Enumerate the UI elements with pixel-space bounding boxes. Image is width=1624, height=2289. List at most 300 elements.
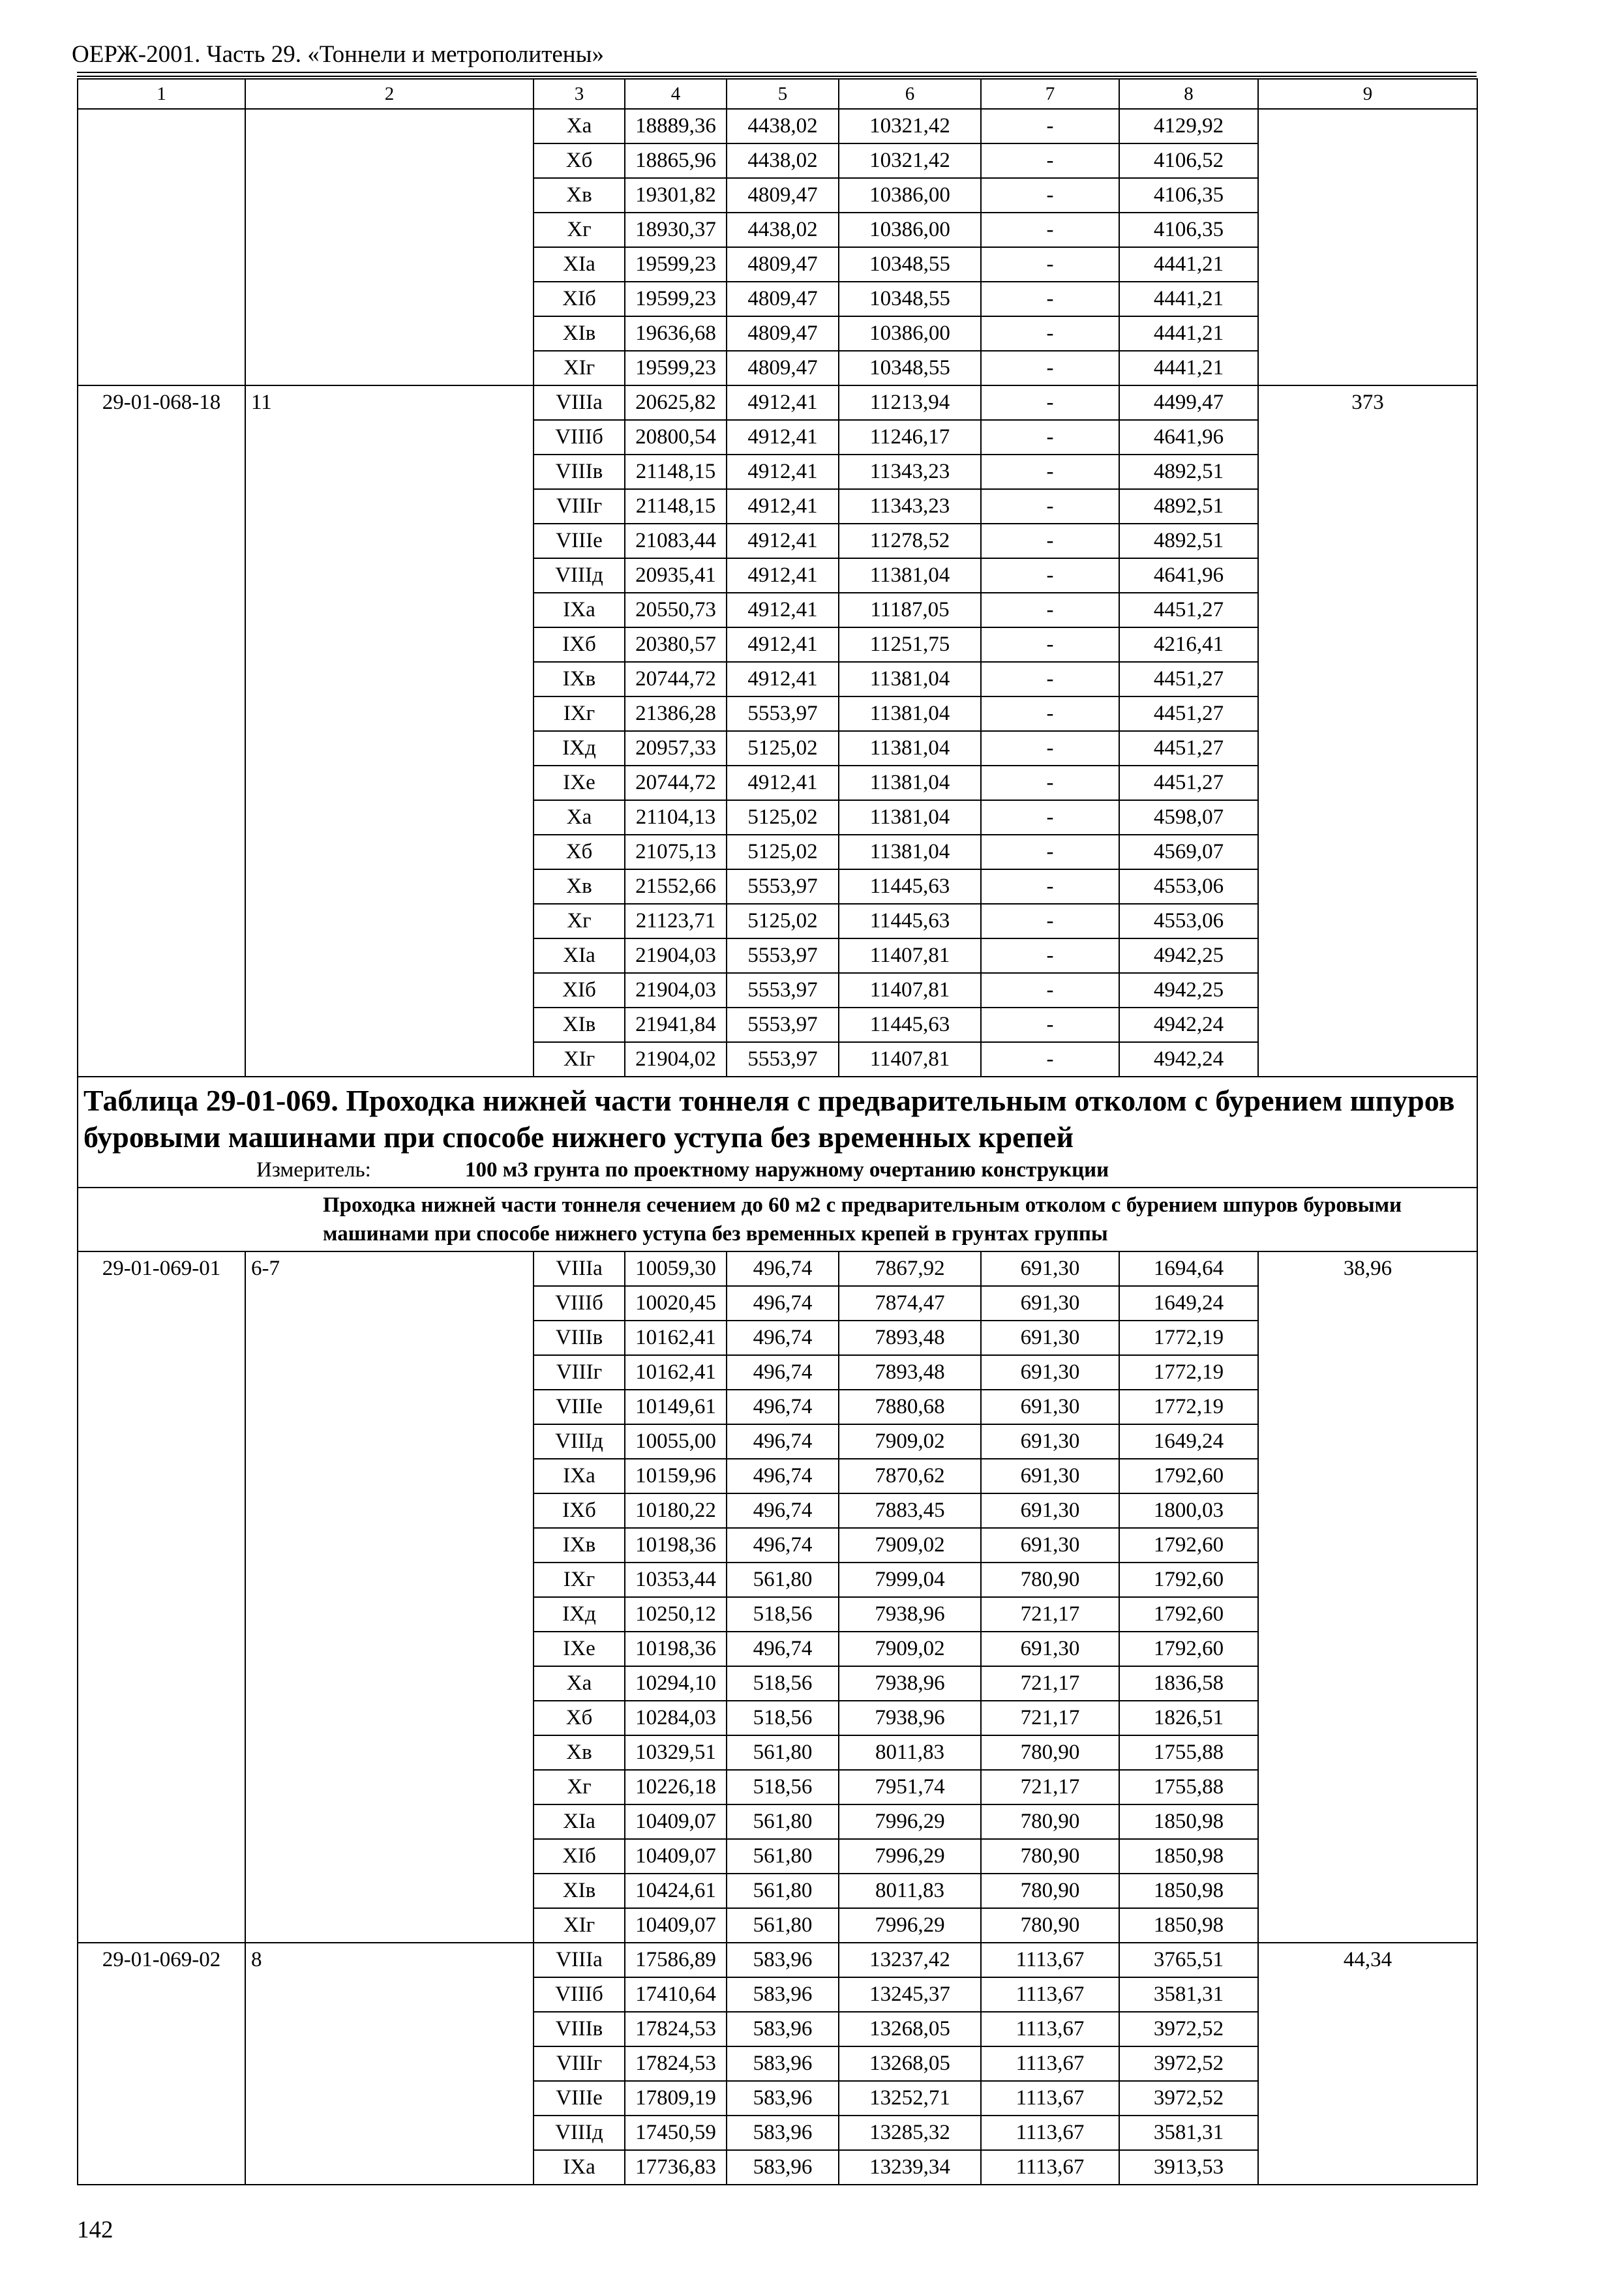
machinist-wages-cell: 1113,67 [981, 2150, 1119, 2185]
rock-category-cell: VIIIг [534, 489, 625, 524]
machinist-wages-cell: 780,90 [981, 1874, 1119, 1908]
worker-wages-cell: 561,80 [727, 1839, 839, 1874]
rock-category-cell: IXв [534, 662, 625, 696]
labor-hours-cell: 44,34 [1258, 1943, 1477, 2185]
machinist-wages-cell: - [981, 109, 1119, 143]
materials-cost-cell: 3972,52 [1119, 2081, 1258, 2116]
rock-category-cell: IXб [534, 1493, 625, 1528]
worker-wages-cell: 4912,41 [727, 593, 839, 627]
rock-category-cell: VIIIг [534, 1355, 625, 1390]
group-cell: 11 [245, 385, 534, 1077]
machine-cost-cell: 7996,29 [839, 1839, 981, 1874]
rock-category-cell: Xг [534, 904, 625, 938]
machine-cost-cell: 13285,32 [839, 2116, 981, 2150]
labor-hours-cell: 38,96 [1258, 1251, 1477, 1943]
rock-category-cell: VIIIв [534, 455, 625, 489]
worker-wages-cell: 5553,97 [727, 938, 839, 973]
materials-cost-cell: 1772,19 [1119, 1321, 1258, 1355]
total-cost-cell: 21904,03 [625, 938, 727, 973]
total-cost-cell: 10294,10 [625, 1666, 727, 1701]
worker-wages-cell: 496,74 [727, 1528, 839, 1563]
worker-wages-cell: 4438,02 [727, 109, 839, 143]
worker-wages-cell: 496,74 [727, 1286, 839, 1321]
machinist-wages-cell: - [981, 524, 1119, 558]
total-cost-cell: 10162,41 [625, 1321, 727, 1355]
materials-cost-cell: 1772,19 [1119, 1390, 1258, 1424]
rock-category-cell: XIг [534, 1908, 625, 1943]
machinist-wages-cell: - [981, 627, 1119, 662]
machine-cost-cell: 13252,71 [839, 2081, 981, 2116]
rock-category-cell: IXб [534, 627, 625, 662]
materials-cost-cell: 4106,52 [1119, 143, 1258, 178]
rock-category-cell: Xв [534, 178, 625, 213]
machinist-wages-cell: - [981, 869, 1119, 904]
worker-wages-cell: 4912,41 [727, 766, 839, 800]
worker-wages-cell: 4809,47 [727, 178, 839, 213]
total-cost-cell: 17586,89 [625, 1943, 727, 1977]
rock-category-cell: VIIIa [534, 385, 625, 420]
machinist-wages-cell: - [981, 247, 1119, 282]
machine-cost-cell: 10386,00 [839, 316, 981, 351]
total-cost-cell: 21941,84 [625, 1008, 727, 1042]
materials-cost-cell: 4451,27 [1119, 696, 1258, 731]
machinist-wages-cell: - [981, 1008, 1119, 1042]
worker-wages-cell: 4438,02 [727, 213, 839, 247]
machine-cost-cell: 7938,96 [839, 1701, 981, 1735]
machine-cost-cell: 11381,04 [839, 558, 981, 593]
worker-wages-cell: 496,74 [727, 1493, 839, 1528]
rock-category-cell: IXa [534, 1459, 625, 1493]
machinist-wages-cell: 721,17 [981, 1666, 1119, 1701]
materials-cost-cell: 4451,27 [1119, 731, 1258, 766]
total-cost-cell: 20380,57 [625, 627, 727, 662]
rock-category-cell: Xa [534, 109, 625, 143]
machinist-wages-cell: 780,90 [981, 1839, 1119, 1874]
rock-category-cell: XIв [534, 1874, 625, 1908]
materials-cost-cell: 1792,60 [1119, 1563, 1258, 1597]
machine-cost-cell: 7909,02 [839, 1424, 981, 1459]
rock-category-cell: XIг [534, 351, 625, 385]
machinist-wages-cell: 780,90 [981, 1804, 1119, 1839]
machinist-wages-cell: 721,17 [981, 1597, 1119, 1632]
materials-cost-cell: 4441,21 [1119, 316, 1258, 351]
machinist-wages-cell: 721,17 [981, 1701, 1119, 1735]
table-row [78, 1251, 1477, 1286]
total-cost-cell: 10284,03 [625, 1701, 727, 1735]
machine-cost-cell: 13239,34 [839, 2150, 981, 2185]
total-cost-cell: 10198,36 [625, 1528, 727, 1563]
total-cost-cell: 10162,41 [625, 1355, 727, 1390]
total-cost-cell: 10409,07 [625, 1804, 727, 1839]
worker-wages-cell: 583,96 [727, 2081, 839, 2116]
materials-cost-cell: 4451,27 [1119, 662, 1258, 696]
rock-category-cell: IXд [534, 731, 625, 766]
materials-cost-cell: 1800,03 [1119, 1493, 1258, 1528]
worker-wages-cell: 496,74 [727, 1355, 839, 1390]
materials-cost-cell: 3972,52 [1119, 2046, 1258, 2081]
machinist-wages-cell: - [981, 938, 1119, 973]
total-cost-cell: 19599,23 [625, 282, 727, 316]
machinist-wages-cell: - [981, 143, 1119, 178]
rock-category-cell: Xв [534, 1735, 625, 1770]
labor-hours-cell [1258, 109, 1477, 385]
table-title: Таблица 29-01-069. Проходка нижней части тоннеля с предварительным отколом с бурением шпуров буровыми машинами при способе нижнего уступа без временных крепей [78, 1077, 1477, 1156]
machine-cost-cell: 7999,04 [839, 1563, 981, 1597]
materials-cost-cell: 4553,06 [1119, 904, 1258, 938]
total-cost-cell: 10250,12 [625, 1597, 727, 1632]
price-table-body [78, 79, 1477, 2185]
unit-label: Измеритель: [256, 1158, 371, 1182]
worker-wages-cell: 583,96 [727, 2046, 839, 2081]
worker-wages-cell: 4912,41 [727, 420, 839, 455]
total-cost-cell: 18865,96 [625, 143, 727, 178]
total-cost-cell: 17809,19 [625, 2081, 727, 2116]
price-table [77, 78, 1478, 2185]
machine-cost-cell: 7909,02 [839, 1528, 981, 1563]
worker-wages-cell: 4809,47 [727, 316, 839, 351]
rock-category-cell: XIб [534, 973, 625, 1008]
materials-cost-cell: 4942,25 [1119, 973, 1258, 1008]
machine-cost-cell: 10321,42 [839, 143, 981, 178]
machinist-wages-cell: 780,90 [981, 1908, 1119, 1943]
machine-cost-cell: 11381,04 [839, 800, 981, 835]
total-cost-cell: 10353,44 [625, 1563, 727, 1597]
rock-category-cell: Xв [534, 869, 625, 904]
machine-cost-cell: 13268,05 [839, 2012, 981, 2046]
rock-category-cell: Xб [534, 143, 625, 178]
total-cost-cell: 19636,68 [625, 316, 727, 351]
rock-category-cell: XIв [534, 1008, 625, 1042]
total-cost-cell: 10180,22 [625, 1493, 727, 1528]
total-cost-cell: 21386,28 [625, 696, 727, 731]
total-cost-cell: 17450,59 [625, 2116, 727, 2150]
machine-cost-cell: 11246,17 [839, 420, 981, 455]
worker-wages-cell: 5125,02 [727, 904, 839, 938]
table-row [78, 109, 1477, 143]
machinist-wages-cell: - [981, 213, 1119, 247]
machine-cost-cell: 10386,00 [839, 178, 981, 213]
machinist-wages-cell: - [981, 282, 1119, 316]
machinist-wages-cell: - [981, 766, 1119, 800]
materials-cost-cell: 3972,52 [1119, 2012, 1258, 2046]
worker-wages-cell: 496,74 [727, 1632, 839, 1666]
machine-cost-cell: 11187,05 [839, 593, 981, 627]
machinist-wages-cell: - [981, 1042, 1119, 1077]
total-cost-cell: 10424,61 [625, 1874, 727, 1908]
machinist-wages-cell: 691,30 [981, 1528, 1119, 1563]
materials-cost-cell: 4451,27 [1119, 593, 1258, 627]
worker-wages-cell: 583,96 [727, 1977, 839, 2012]
machinist-wages-cell: 691,30 [981, 1321, 1119, 1355]
machinist-wages-cell: - [981, 316, 1119, 351]
column-number: 3 [534, 79, 625, 109]
materials-cost-cell: 1792,60 [1119, 1597, 1258, 1632]
machinist-wages-cell: 1113,67 [981, 2046, 1119, 2081]
unit-cell [78, 1156, 1477, 1188]
machine-cost-cell: 11407,81 [839, 1042, 981, 1077]
total-cost-cell: 10226,18 [625, 1770, 727, 1804]
total-cost-cell: 17824,53 [625, 2046, 727, 2081]
worker-wages-cell: 4912,41 [727, 524, 839, 558]
rock-category-cell: VIIIe [534, 524, 625, 558]
machinist-wages-cell: - [981, 385, 1119, 420]
total-cost-cell: 10159,96 [625, 1459, 727, 1493]
rock-category-cell: VIIIд [534, 1424, 625, 1459]
total-cost-cell: 19599,23 [625, 247, 727, 282]
machine-cost-cell: 10348,55 [839, 351, 981, 385]
worker-wages-cell: 496,74 [727, 1251, 839, 1286]
worker-wages-cell: 583,96 [727, 2012, 839, 2046]
machinist-wages-cell: - [981, 420, 1119, 455]
machine-cost-cell: 11381,04 [839, 835, 981, 869]
worker-wages-cell: 518,56 [727, 1770, 839, 1804]
machinist-wages-cell: 691,30 [981, 1251, 1119, 1286]
rock-category-cell: Xб [534, 1701, 625, 1735]
machinist-wages-cell: 1113,67 [981, 2081, 1119, 2116]
total-cost-cell: 10149,61 [625, 1390, 727, 1424]
rock-category-cell: IXa [534, 2150, 625, 2185]
total-cost-cell: 20957,33 [625, 731, 727, 766]
machinist-wages-cell: - [981, 558, 1119, 593]
worker-wages-cell: 4809,47 [727, 351, 839, 385]
materials-cost-cell: 4441,21 [1119, 282, 1258, 316]
materials-cost-cell: 3581,31 [1119, 1977, 1258, 2012]
materials-cost-cell: 1755,88 [1119, 1735, 1258, 1770]
worker-wages-cell: 4809,47 [727, 247, 839, 282]
column-number: 1 [78, 79, 245, 109]
machine-cost-cell: 11381,04 [839, 731, 981, 766]
machine-cost-cell: 7883,45 [839, 1493, 981, 1528]
column-number: 2 [245, 79, 534, 109]
materials-cost-cell: 3765,51 [1119, 1943, 1258, 1977]
machinist-wages-cell: - [981, 835, 1119, 869]
group-cell [245, 109, 534, 385]
materials-cost-cell: 1772,19 [1119, 1355, 1258, 1390]
machinist-wages-cell: - [981, 178, 1119, 213]
column-number: 9 [1258, 79, 1477, 109]
total-cost-cell: 20800,54 [625, 420, 727, 455]
machine-cost-cell: 13245,37 [839, 1977, 981, 2012]
table-row [78, 1943, 1477, 1977]
materials-cost-cell: 4216,41 [1119, 627, 1258, 662]
rock-category-cell: Xa [534, 800, 625, 835]
materials-cost-cell: 4129,92 [1119, 109, 1258, 143]
worker-wages-cell: 5553,97 [727, 1008, 839, 1042]
rock-category-cell: VIIIe [534, 2081, 625, 2116]
rock-category-cell: XIa [534, 247, 625, 282]
worker-wages-cell: 5553,97 [727, 973, 839, 1008]
machine-cost-cell: 11381,04 [839, 766, 981, 800]
machine-cost-cell: 7867,92 [839, 1251, 981, 1286]
machine-cost-cell: 11278,52 [839, 524, 981, 558]
total-cost-cell: 10059,30 [625, 1251, 727, 1286]
total-cost-cell: 10409,07 [625, 1839, 727, 1874]
rock-category-cell: VIIIб [534, 1286, 625, 1321]
machine-cost-cell: 11381,04 [839, 662, 981, 696]
rock-category-cell: VIIIв [534, 2012, 625, 2046]
rock-category-cell: VIIIa [534, 1251, 625, 1286]
total-cost-cell: 10020,45 [625, 1286, 727, 1321]
worker-wages-cell: 518,56 [727, 1597, 839, 1632]
machinist-wages-cell: 691,30 [981, 1632, 1119, 1666]
materials-cost-cell: 1792,60 [1119, 1459, 1258, 1493]
materials-cost-cell: 4553,06 [1119, 869, 1258, 904]
total-cost-cell: 21083,44 [625, 524, 727, 558]
rock-category-cell: IXд [534, 1597, 625, 1632]
worker-wages-cell: 4912,41 [727, 385, 839, 420]
machinist-wages-cell: - [981, 662, 1119, 696]
materials-cost-cell: 4942,24 [1119, 1042, 1258, 1077]
rock-category-cell: VIIIв [534, 1321, 625, 1355]
machinist-wages-cell: - [981, 593, 1119, 627]
worker-wages-cell: 5553,97 [727, 1042, 839, 1077]
worker-wages-cell: 561,80 [727, 1804, 839, 1839]
machine-cost-cell: 11381,04 [839, 696, 981, 731]
column-number: 6 [839, 79, 981, 109]
machine-cost-cell: 11343,23 [839, 489, 981, 524]
rock-category-cell: VIIIд [534, 2116, 625, 2150]
table-row [78, 385, 1477, 420]
machinist-wages-cell: - [981, 973, 1119, 1008]
machine-cost-cell: 10386,00 [839, 213, 981, 247]
materials-cost-cell: 4106,35 [1119, 178, 1258, 213]
machine-cost-cell: 11407,81 [839, 973, 981, 1008]
total-cost-cell: 10409,07 [625, 1908, 727, 1943]
total-cost-cell: 17736,83 [625, 2150, 727, 2185]
total-cost-cell: 20935,41 [625, 558, 727, 593]
materials-cost-cell: 4641,96 [1119, 420, 1258, 455]
materials-cost-cell: 4441,21 [1119, 351, 1258, 385]
machinist-wages-cell: 1113,67 [981, 1943, 1119, 1977]
worker-wages-cell: 4912,41 [727, 558, 839, 593]
group-cell: 8 [245, 1943, 534, 2185]
worker-wages-cell: 518,56 [727, 1666, 839, 1701]
materials-cost-cell: 1755,88 [1119, 1770, 1258, 1804]
materials-cost-cell: 1836,58 [1119, 1666, 1258, 1701]
code-cell [78, 109, 245, 385]
total-cost-cell: 20625,82 [625, 385, 727, 420]
table-subtitle: Проходка нижней части тоннеля сечением до 60 м2 с предварительным отколом с бурением шпуров буровыми машинами при способе нижнего уступа без временных крепей в грунтах группы [78, 1188, 1477, 1251]
document-header-title: ОЕРЖ-2001. Часть 29. «Тоннели и метрополитены» [72, 41, 604, 68]
worker-wages-cell: 5125,02 [727, 731, 839, 766]
materials-cost-cell: 1850,98 [1119, 1804, 1258, 1839]
machine-cost-cell: 10348,55 [839, 247, 981, 282]
column-number: 5 [727, 79, 839, 109]
worker-wages-cell: 561,80 [727, 1563, 839, 1597]
column-number-row [78, 79, 1477, 109]
machinist-wages-cell: 691,30 [981, 1286, 1119, 1321]
machinist-wages-cell: 691,30 [981, 1493, 1119, 1528]
materials-cost-cell: 4598,07 [1119, 800, 1258, 835]
rock-category-cell: XIa [534, 1804, 625, 1839]
unit-row [78, 1156, 1477, 1188]
worker-wages-cell: 5553,97 [727, 696, 839, 731]
materials-cost-cell: 1850,98 [1119, 1908, 1258, 1943]
group-cell: 6-7 [245, 1251, 534, 1943]
total-cost-cell: 21104,13 [625, 800, 727, 835]
materials-cost-cell: 1792,60 [1119, 1528, 1258, 1563]
total-cost-cell: 18889,36 [625, 109, 727, 143]
rock-category-cell: VIIIa [534, 1943, 625, 1977]
unit-value: 100 м3 грунта по проектному наружному очертанию конструкции [465, 1158, 1109, 1182]
machinist-wages-cell: 721,17 [981, 1770, 1119, 1804]
worker-wages-cell: 5125,02 [727, 835, 839, 869]
machine-cost-cell: 8011,83 [839, 1735, 981, 1770]
machinist-wages-cell: 691,30 [981, 1355, 1119, 1390]
code-cell: 29-01-068-18 [78, 385, 245, 1077]
worker-wages-cell: 5553,97 [727, 869, 839, 904]
machine-cost-cell: 11407,81 [839, 938, 981, 973]
rock-category-cell: VIIIб [534, 420, 625, 455]
rock-category-cell: XIa [534, 938, 625, 973]
rock-category-cell: Xг [534, 213, 625, 247]
machine-cost-cell: 10348,55 [839, 282, 981, 316]
machine-cost-cell: 13237,42 [839, 1943, 981, 1977]
rock-category-cell: IXa [534, 593, 625, 627]
total-cost-cell: 20744,72 [625, 662, 727, 696]
machine-cost-cell: 8011,83 [839, 1874, 981, 1908]
rock-category-cell: IXe [534, 766, 625, 800]
rock-category-cell: XIб [534, 282, 625, 316]
column-number: 7 [981, 79, 1119, 109]
materials-cost-cell: 1649,24 [1119, 1424, 1258, 1459]
materials-cost-cell: 4641,96 [1119, 558, 1258, 593]
total-cost-cell: 20744,72 [625, 766, 727, 800]
rock-category-cell: VIIIд [534, 558, 625, 593]
total-cost-cell: 21148,15 [625, 455, 727, 489]
materials-cost-cell: 1850,98 [1119, 1874, 1258, 1908]
materials-cost-cell: 4892,51 [1119, 489, 1258, 524]
worker-wages-cell: 496,74 [727, 1424, 839, 1459]
materials-cost-cell: 4892,51 [1119, 455, 1258, 489]
rock-category-cell: XIв [534, 316, 625, 351]
machine-cost-cell: 7996,29 [839, 1804, 981, 1839]
header-rule [77, 72, 1477, 73]
materials-cost-cell: 1850,98 [1119, 1839, 1258, 1874]
total-cost-cell: 19599,23 [625, 351, 727, 385]
code-cell: 29-01-069-02 [78, 1943, 245, 2185]
worker-wages-cell: 4912,41 [727, 662, 839, 696]
total-cost-cell: 19301,82 [625, 178, 727, 213]
code-cell: 29-01-069-01 [78, 1251, 245, 1943]
rock-category-cell: IXe [534, 1632, 625, 1666]
total-cost-cell: 21148,15 [625, 489, 727, 524]
worker-wages-cell: 4438,02 [727, 143, 839, 178]
materials-cost-cell: 4569,07 [1119, 835, 1258, 869]
worker-wages-cell: 4912,41 [727, 627, 839, 662]
materials-cost-cell: 4499,47 [1119, 385, 1258, 420]
materials-cost-cell: 4441,21 [1119, 247, 1258, 282]
worker-wages-cell: 518,56 [727, 1701, 839, 1735]
rock-category-cell: IXг [534, 1563, 625, 1597]
machine-cost-cell: 7938,96 [839, 1597, 981, 1632]
worker-wages-cell: 561,80 [727, 1874, 839, 1908]
materials-cost-cell: 3581,31 [1119, 2116, 1258, 2150]
machinist-wages-cell: - [981, 731, 1119, 766]
machinist-wages-cell: 780,90 [981, 1563, 1119, 1597]
rock-category-cell: XIб [534, 1839, 625, 1874]
worker-wages-cell: 5125,02 [727, 800, 839, 835]
worker-wages-cell: 496,74 [727, 1459, 839, 1493]
worker-wages-cell: 496,74 [727, 1321, 839, 1355]
machinist-wages-cell: - [981, 696, 1119, 731]
rock-category-cell: Xб [534, 835, 625, 869]
rock-category-cell: Xг [534, 1770, 625, 1804]
machinist-wages-cell: 691,30 [981, 1459, 1119, 1493]
machinist-wages-cell: 1113,67 [981, 2012, 1119, 2046]
materials-cost-cell: 4106,35 [1119, 213, 1258, 247]
machinist-wages-cell: - [981, 351, 1119, 385]
